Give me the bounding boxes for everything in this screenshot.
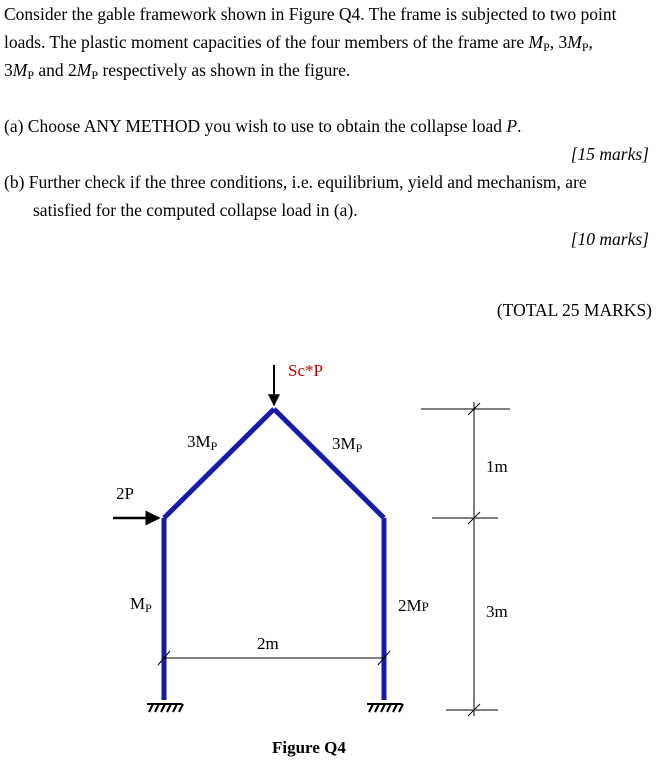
figure-caption: Figure Q4 [272, 738, 346, 757]
question-line-2-sep: , 3 [549, 32, 568, 52]
question-line-3-text-2: and 2 [34, 60, 77, 80]
top-load-label: Sc*P [288, 361, 323, 380]
mp-symbol: M [528, 32, 544, 52]
part-a-suffix: . [517, 116, 522, 136]
left-column-label-sub: P [145, 601, 152, 615]
total-marks: (TOTAL 25 MARKS) [496, 300, 652, 320]
mp-symbol: M [12, 60, 28, 80]
left-column-label-text: M [130, 594, 146, 613]
right-column-label-sub: P [421, 599, 429, 614]
span-dimension-label: 2m [257, 634, 279, 653]
left-rafter-label-text: 3M [187, 432, 211, 451]
rise-dimension-label: 1m [486, 457, 508, 476]
mp-subscript: P [543, 40, 550, 54]
left-rafter [164, 409, 274, 518]
part-a-prefix: (a) Choose ANY METHOD you wish to use to obtain the collapse load [4, 116, 507, 136]
mp-subscript: P [91, 68, 99, 82]
mp-symbol: M [76, 60, 92, 80]
part-b-line-2: satisfied for the computed collapse load in (a). [33, 200, 358, 220]
question-line-2-end: , [588, 32, 593, 52]
question-line-1: Consider the gable framework shown in Figure Q4. The frame is subjected to two point [4, 4, 617, 24]
right-rafter-label-text: 3M [332, 434, 356, 453]
question-line-3-text: 3 [4, 60, 13, 80]
left-rafter-label [187, 432, 217, 452]
left-rafter-label-sub: P [210, 439, 218, 453]
height-dimension [421, 402, 510, 716]
question-line-2-text: loads. The plastic moment capacities of the four members of the frame are [4, 32, 529, 52]
question-line-3-text-3: respectively as shown in the figure. [98, 60, 351, 80]
part-b-line-1: (b) Further check if the three conditions, i.e. equilibrium, yield and mechanism, are [4, 172, 587, 192]
right-fixed-support [367, 704, 403, 712]
right-rafter-label-sub: P [355, 441, 363, 455]
right-column-label-text: 2M [398, 596, 422, 615]
left-column-label [130, 594, 152, 614]
mp-subscript: P [581, 40, 589, 54]
part-a-marks: [15 marks] [570, 144, 649, 164]
height-dimension-label: 3m [486, 602, 508, 621]
part-b-marks: [10 marks] [570, 229, 649, 249]
part-a-variable: P [506, 116, 518, 136]
mp-symbol: M [567, 32, 582, 52]
left-fixed-support [147, 704, 183, 712]
right-rafter [274, 409, 384, 518]
side-load-label: 2P [116, 484, 134, 503]
right-rafter-label [332, 434, 362, 454]
mp-subscript: P [27, 68, 35, 82]
right-column-label [398, 596, 429, 616]
